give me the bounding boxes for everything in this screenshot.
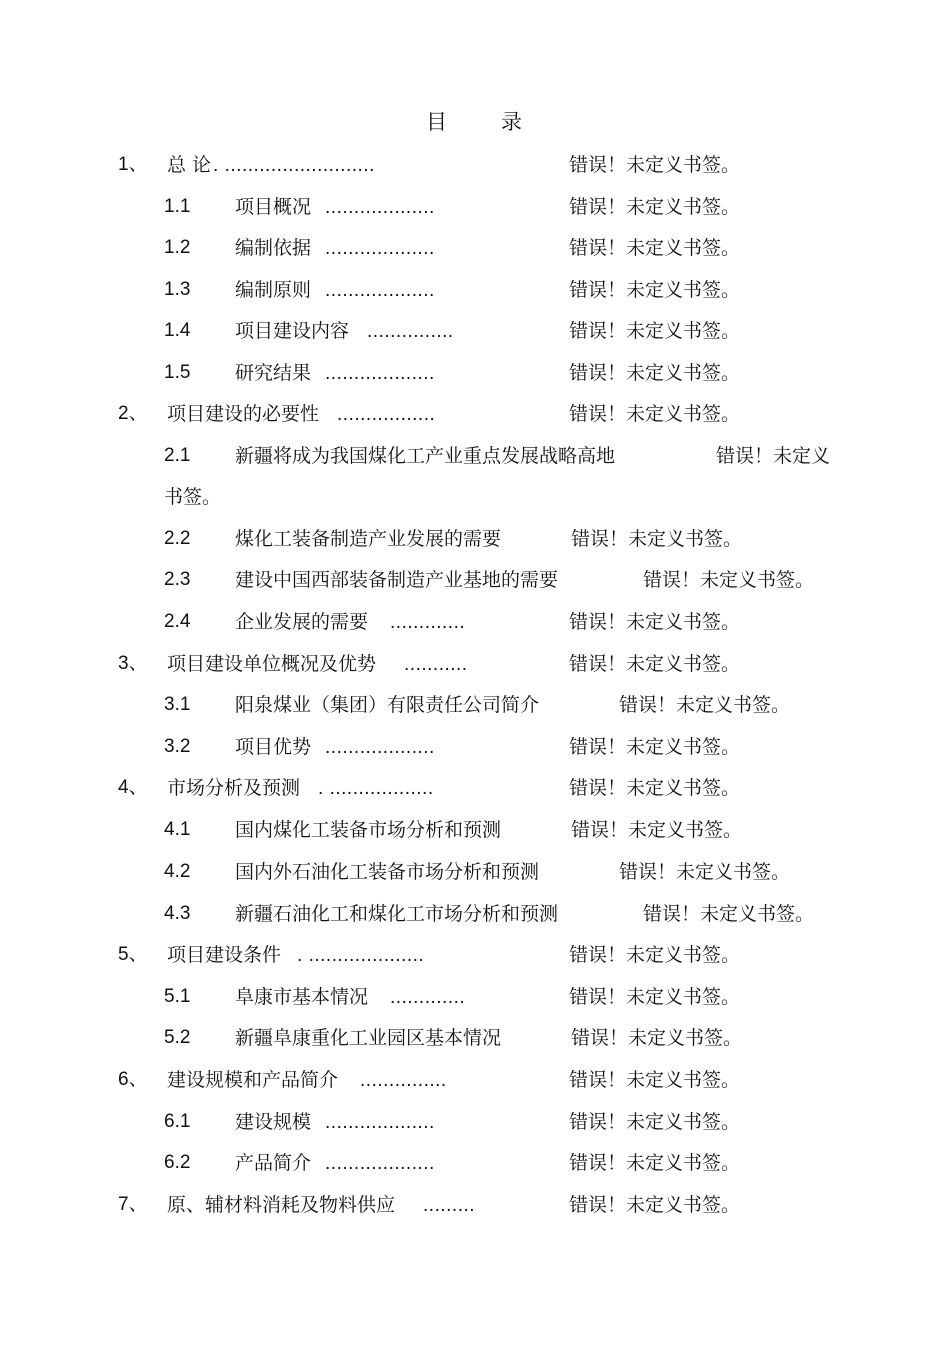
toc-entry-1-3[interactable] [0,275,950,305]
toc-entry-title: 新疆石油化工和煤化工市场分析和预测 [235,903,559,925]
toc-entry-3-1[interactable] [0,690,950,720]
toc-entry-title: 建设规模和产品简介 ............... [167,1069,447,1091]
toc-entry-page-ref: 错误！未定义书签。 [569,653,741,675]
toc-entry-2-1[interactable] [0,441,950,471]
toc-entry-title: 建设规模 ................... [235,1111,435,1133]
toc-entry-title: 产品简介 ................... [235,1152,435,1174]
toc-title-right: 录 [501,110,524,134]
toc-entry-6-2[interactable] [0,1148,950,1178]
toc-entry-page-ref: 错误！未定义书签。 [619,861,791,883]
toc-entry-title: 国内煤化工装备市场分析和预测 [235,819,502,841]
toc-entry-1[interactable] [0,150,950,180]
toc-entry-number: 7、 [118,1194,148,1215]
toc-entry-number: 4.2 [164,861,191,882]
toc-entry-title: 新疆阜康重化工业园区基本情况 [235,1027,502,1049]
toc-entry-number: 1.2 [164,237,191,258]
toc-entry-page-ref: 错误！未定义书签。 [571,1027,743,1049]
toc-entry-5[interactable] [0,940,950,970]
toc-entry-number: 5、 [118,944,148,965]
toc-entry-number: 2、 [118,403,148,424]
toc-entry-number: 1.4 [164,320,191,341]
toc-entry-title: 企业发展的需要 ............. [235,611,466,633]
toc-entry-2-4[interactable] [0,607,950,637]
toc-entry-number: 4、 [118,777,148,798]
toc-entry-number: 5.2 [164,1027,191,1048]
toc-entry-title: 煤化工装备制造产业发展的需要 [235,528,502,550]
toc-entry-6-1[interactable] [0,1107,950,1137]
toc-entry-page-ref: 错误！未定义书签。 [569,1152,741,1174]
toc-entry-page-ref: 错误！未定义书签。 [569,362,741,384]
toc-entry-page-ref: 错误！未定义书签。 [569,611,741,633]
toc-entry-number: 1、 [118,154,148,175]
toc-entry-4[interactable] [0,773,950,803]
toc-entry-page-ref: 错误！未定义书签。 [569,154,741,176]
toc-entry-title: 原、辅材料消耗及物料供应 ......... [167,1194,476,1216]
toc-entry-page-ref: 错误！未定义书签。 [569,1111,741,1133]
toc-entry-title: 新疆将成为我国煤化工产业重点发展战略高地 [235,445,616,467]
toc-entry-number: 1.3 [164,279,191,300]
toc-entry-page-ref: 错误！未定义书签。 [569,279,741,301]
toc-entry-number: 2.1 [164,445,191,466]
toc-entry-page-ref: 错误！未定义书签。 [569,237,741,259]
toc-title-left: 目 [426,110,449,134]
toc-entry-title: 研究结果 ................... [235,362,435,384]
toc-entry-number: 6.2 [164,1152,191,1173]
toc-entry-title: 阳泉煤业（集团）有限责任公司简介 [235,694,540,716]
toc-entry-7[interactable] [0,1190,950,1220]
toc-entry-page-ref: 错误！未定义书签。 [569,986,741,1008]
toc-entry-page-ref: 错误！未定义书签。 [569,777,741,799]
toc-entry-5-1[interactable] [0,982,950,1012]
toc-entry-title: 项目建设的必要性 ................. [167,403,436,425]
toc-entry-page-ref: 错误！未定义书签。 [643,569,815,591]
toc-entry-3-2[interactable] [0,732,950,762]
toc-entry-title: 编制依据 ................... [235,237,435,259]
toc-entry-title: 项目优势 ................... [235,736,435,758]
toc-entry-title: 市场分析及预测 . .................. [167,777,434,799]
toc-entry-number: 6、 [118,1069,148,1090]
toc-entry-number: 3.2 [164,736,191,757]
toc-entry-number: 6.1 [164,1111,191,1132]
toc-entry-page-ref: 错误！未定义书签。 [569,196,741,218]
toc-entry-number: 3、 [118,653,148,674]
toc-entry-page-ref-continued: 书签。 [164,486,222,508]
toc-entry-1-1[interactable] [0,192,950,222]
toc-entry-page-ref: 错误！未定义书签。 [619,694,791,716]
toc-entry-number: 2.4 [164,611,191,632]
toc-entry-3[interactable] [0,649,950,679]
toc-entry-6[interactable] [0,1065,950,1095]
toc-entry-2[interactable] [0,399,950,429]
toc-entry-number: 1.1 [164,196,191,217]
toc-entry-5-2[interactable] [0,1023,950,1053]
toc-entry-number: 4.1 [164,819,191,840]
toc-entry-1-4[interactable] [0,316,950,346]
toc-entry-page-ref: 错误！未定义书签。 [569,1194,741,1216]
toc-entry-2-3[interactable] [0,565,950,595]
toc-entry-1-5[interactable] [0,358,950,388]
toc-entry-page-ref: 错误！未定义书签。 [569,944,741,966]
toc-entry-number: 1.5 [164,362,191,383]
toc-entry-page-ref: 错误！未定义 [716,445,831,467]
toc-entry-number: 5.1 [164,986,191,1007]
toc-entry-number: 2.2 [164,528,191,549]
toc-entry-page-ref: 错误！未定义书签。 [569,1069,741,1091]
toc-entry-page-ref: 错误！未定义书签。 [571,528,743,550]
toc-title [0,106,950,136]
toc-entry-page-ref: 错误！未定义书签。 [571,819,743,841]
toc-entry-number: 4.3 [164,903,191,924]
toc-entry-title: 编制原则 ................... [235,279,435,301]
toc-entry-number: 3.1 [164,694,191,715]
toc-entry-4-2[interactable] [0,857,950,887]
toc-entry-title: 总 论 . .......................... [167,154,375,176]
toc-entry-title: 项目建设内容 ............... [235,320,454,342]
toc-entry-title: 阜康市基本情况 ............. [235,986,466,1008]
toc-entry-number: 2.3 [164,569,191,590]
toc-entry-page-ref: 错误！未定义书签。 [569,320,741,342]
toc-entry-page-ref: 错误！未定义书签。 [643,903,815,925]
toc-entry-title: 建设中国西部装备制造产业基地的需要 [235,569,559,591]
toc-entry-title: 项目概况 ................... [235,196,435,218]
toc-entry-1-2[interactable] [0,233,950,263]
toc-entry-title: 项目建设条件 . .................... [167,944,425,966]
toc-entry-page-ref: 错误！未定义书签。 [569,403,741,425]
toc-entry-4-3[interactable] [0,899,950,929]
toc-entry-2-2[interactable] [0,524,950,554]
toc-entry-page-ref: 错误！未定义书签。 [569,736,741,758]
toc-entry-4-1[interactable] [0,815,950,845]
toc-entry-title: 项目建设单位概况及优势 ........... [167,653,468,675]
toc-entry-title: 国内外石油化工装备市场分析和预测 [235,861,540,883]
